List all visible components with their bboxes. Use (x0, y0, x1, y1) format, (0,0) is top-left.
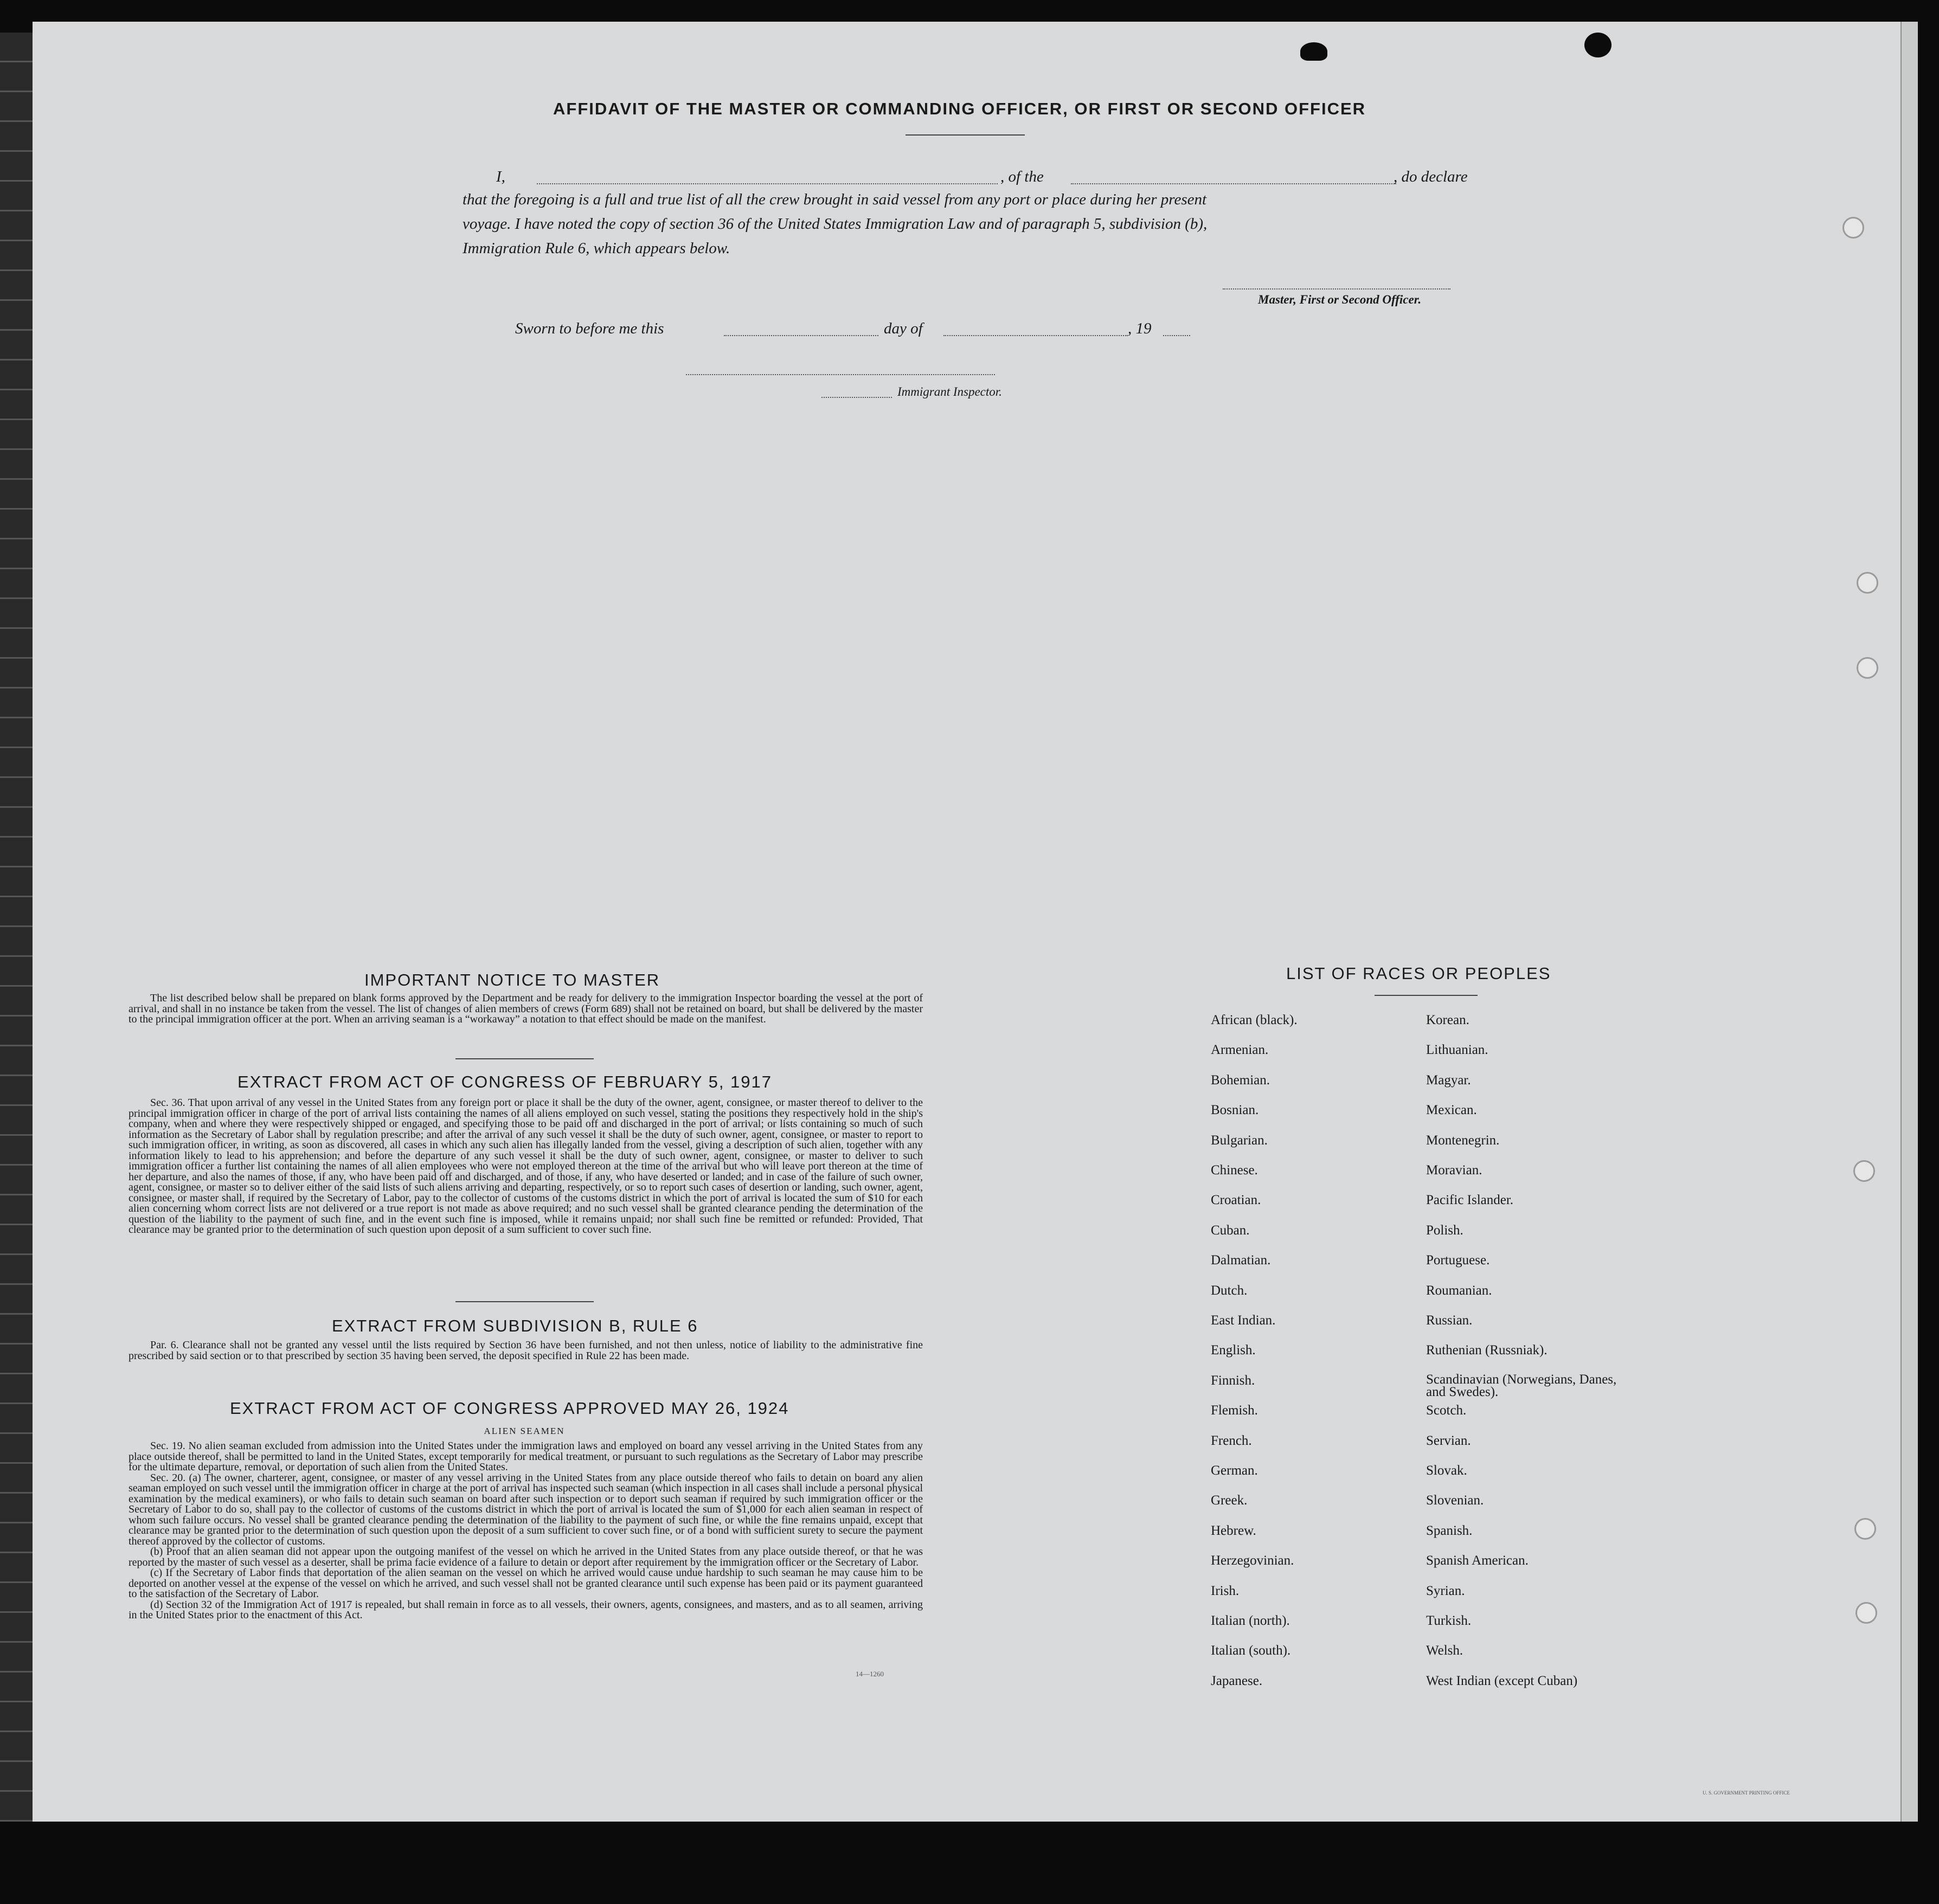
race-item: Croatian. (1211, 1193, 1261, 1208)
form-number: 14—1260 (856, 1670, 884, 1678)
race-item: Slovak. (1426, 1463, 1467, 1478)
race-item: Magyar. (1426, 1072, 1471, 1088)
race-item: West Indian (except Cuban) (1426, 1673, 1578, 1688)
race-item: Korean. (1426, 1013, 1469, 1027)
race-item: Moravian. (1426, 1163, 1482, 1178)
race-item: Scotch. (1426, 1403, 1467, 1418)
race-item: East Indian. (1211, 1313, 1276, 1328)
extract-1924-body (129, 1441, 923, 1621)
race-item: Mexican. (1426, 1103, 1477, 1118)
race-item: Greek. (1211, 1493, 1248, 1508)
race-item: French. (1211, 1433, 1252, 1448)
sworn-year-field[interactable] (1163, 335, 1190, 336)
race-item: Dalmatian. (1211, 1253, 1271, 1268)
race-item: Welsh. (1426, 1643, 1463, 1658)
punch-hole (1857, 657, 1878, 679)
race-item: Italian (south). (1211, 1643, 1291, 1658)
affidavit-line-3: voyage. I have noted the copy of section 36 of the United States Immigration Law and of paragraph 5, subdivision (b), (463, 215, 1208, 233)
race-item: German. (1211, 1463, 1258, 1478)
race-item: Syrian. (1426, 1583, 1465, 1598)
affidavit-title: AFFIDAVIT OF THE MASTER OR COMMANDING OFFICER, OR FIRST OR SECOND OFFICER (553, 99, 1366, 118)
race-item: Russian. (1426, 1313, 1473, 1328)
signature-line[interactable] (1223, 288, 1450, 290)
race-item: Lithuanian. (1426, 1043, 1488, 1058)
vessel-field[interactable] (1071, 183, 1396, 184)
race-item: Herzegovinian. (1211, 1553, 1294, 1568)
race-item: African (black). (1211, 1013, 1298, 1027)
affidavit-i: I, (496, 168, 505, 185)
sworn-month-field[interactable] (943, 335, 1128, 336)
sec-20a-paragraph: Sec. 20. (a) The owner, charterer, agent, consignee, or master of any vessel arriving in the United States from any place outside thereof who fails to detain on board any alien seaman employed on such vessel until the immigration officer in charge at the port of arrival has inspected such seaman (which inspection in all cases shall include a personal physical examination by the medical examiners), or who fails to detain such seaman on board after such inspection or to deport such seaman if required by such immigration officer or the Secretary of Labor to do so, shall pay to the collector of customs of the customs district in which the port of arrival is located the sum of $1,000 for each alien seaman in respect of whom such failure occurs. No vessel shall be granted clearance pending the determination of the liability to the payment of such fine, or while the fine remains unpaid, except that clearance may be granted prior to the determination of such question upon the deposit of a sum sufficient to cover such fine, or of a bond with sufficient surety to secure the payment thereof approved by the collector of customs. (129, 1471, 923, 1547)
race-item: Irish. (1211, 1583, 1240, 1598)
race-item: Bohemian. (1211, 1072, 1270, 1088)
notice-paragraph: The list described below shall be prepared on blank forms approved by the Department and be ready for delivery to the immigration Inspector boarding the vessel at the port of arrival, and shall in no instance be taken from the vessel. The list of changes of alien members of crews (Form 689) shall not be retained on board, but shall be delivered by the master to the principal immigration officer at the port. When an arriving seaman is a “workaway” a notation to that effect should be made on the manifest. (129, 992, 923, 1025)
race-item: Chinese. (1211, 1163, 1258, 1178)
affidavit-line-4: Immigration Rule 6, which appears below. (463, 240, 730, 257)
affidavit-line-2: that the foregoing is a full and true list of all the crew brought in said vessel from any port or place during her present (463, 191, 1207, 208)
punch-hole (1857, 572, 1878, 594)
sworn-day-field[interactable] (724, 335, 878, 336)
sec-20c-paragraph: (c) If the Secretary of Labor finds that deportation of the alien seaman on the vessel on which he arrived would cause undue hardship to such seaman he may cause him to be deported on another vessel at the expense of the vessel on which he arrived, and such vessel shall not be granted clearance until such expense has been paid or its payment guaranteed to the satisfaction of the Secretary of Labor. (129, 1567, 923, 1600)
race-item: Ruthenian (Russniak). (1426, 1343, 1548, 1358)
notice-body (129, 993, 923, 1025)
race-item: Cuban. (1211, 1223, 1250, 1238)
punch-hole (1855, 1602, 1877, 1624)
affidavit-of-the: , of the (1000, 168, 1044, 185)
sec-20b-paragraph: (b) Proof that an alien seaman did not appear upon the outgoing manifest of the vessel on which he arrived in the United States from any place outside thereof, or that he was reported by the master of such vessel as a deserter, shall be prima facie evidence of a failure to detain or deport after requirement by the immigration officer or the Secretary of Labor. (129, 1546, 923, 1568)
race-item: Bosnian. (1211, 1103, 1259, 1118)
race-item: Servian. (1426, 1433, 1471, 1448)
race-item: Roumanian. (1426, 1283, 1492, 1298)
punch-hole (1853, 1160, 1875, 1182)
race-item: Bulgarian. (1211, 1133, 1268, 1148)
extract-1917-title: EXTRACT FROM ACT OF CONGRESS OF FEBRUARY 5, 1917 (237, 1072, 773, 1091)
race-item: Dutch. (1211, 1283, 1248, 1298)
section-36-paragraph: Sec. 36. That upon arrival of any vessel in the United States from any foreign port or place it shall be the duty of the owner, agent, consignee, or master thereof to deliver to the principal immigration officer in charge of the port of arrival lists containing the names of all aliens employed on such vessel, stating the positions they respectively hold in the ship's company, when and where they were respectively shipped or engaged, and specifying those to be paid off and discharged in the port of arrival; or lists containing so much of such information as the Secretary of Labor shall by regulation prescribe; and after the arrival of any such vessel it shall be the duty of such owner, agent, consignee, or master to report to such immigration officer, in writing, as soon as discovered, all cases in which any such alien has illegally landed from the vessel, giving a description of such alien, together with any information likely to lead to his apprehension; and before the departure of any such vessel it shall be the duty of such owner, agent, consignee, or master to deliver to such immigration officer a further list containing the names of all alien employees who were not employed thereon at the time of the arrival but who will leave port thereon at the time of her departure, and also the names of those, if any, who have been paid off and discharged, and of those, if any, who have deserted or landed; and in case of the failure of such owner, agent, consignee, or master so to deliver either of the said lists of such aliens arriving and departing, respectively, or so to report such cases of desertion or landing, such owner, agent, consignee, or master shall, if required by the Secretary of Labor, pay to the collector of customs of the customs district in which the port of arrival is located the sum of $10 for each alien concerning whom correct lists are not delivered or a true report is not made as above required; and no such vessel shall be granted clearance pending the determination of the question of the liability to the payment of such fine, and in the event such fine is imposed, while it remains unpaid; nor shall such fine be remitted or refunded: Provided, That clearance may be granted prior to the determination of such question upon deposit of a sum sufficient to cover such fine. (129, 1097, 923, 1236)
punch-hole (1842, 217, 1864, 239)
extract-1917-body (129, 1098, 923, 1236)
sec-19-paragraph: Sec. 19. No alien seaman excluded from admission into the United States under the immigration laws and employed on board any vessel arriving in the United States from any place outside thereof, shall be permitted to land in the United States, except temporarily for medical treatment, or pursuant to such regulations as the Secretary of Labor may prescribe for the ultimate departure, removal, or deportation of such alien from the United States. (129, 1440, 923, 1473)
races-title-rule (1375, 995, 1478, 996)
inspector-label: Immigrant Inspector. (897, 385, 1002, 398)
race-item: English. (1211, 1343, 1256, 1358)
scan-background (0, 1822, 1939, 1904)
race-item: Armenian. (1211, 1043, 1269, 1058)
race-item: Turkish. (1426, 1613, 1472, 1628)
alien-seamen-subtitle: ALIEN SEAMEN (484, 1426, 565, 1436)
signature-label: Master, First or Second Officer. (1258, 293, 1422, 306)
extract-1924-title: EXTRACT FROM ACT OF CONGRESS APPROVED MAY 26, 1924 (230, 1399, 789, 1418)
race-item: Finnish. (1211, 1373, 1255, 1388)
race-item: Portuguese. (1426, 1253, 1490, 1268)
underlying-page-edge (1901, 22, 1918, 1822)
race-item: Pacific Islander. (1426, 1193, 1514, 1208)
title-rule (906, 134, 1025, 136)
inspector-short-line (821, 397, 892, 398)
race-item: Scandinavian (Norwegians, Danes, and Swedes). (1426, 1372, 1617, 1399)
par-6-paragraph: Par. 6. Clearance shall not be granted any vessel until the lists required by Section 36 have been furnished, and not then unless, notice of liability to the administrative fine prescribed by said section or to that prescribed by section 35 having been served, the deposit specified in Rule 22 has been made. (129, 1339, 923, 1362)
race-item: Flemish. (1211, 1403, 1258, 1418)
inspector-signature-line[interactable] (686, 374, 995, 375)
race-item: Italian (north). (1211, 1613, 1290, 1628)
sec-20d-paragraph: (d) Section 32 of the Immigration Act of 1917 is repealed, but shall remain in force as to all vessels, their owners, agents, consignees, and masters, and as to all seamen, arriving in the United States prior to the enactment of this Act. (129, 1598, 923, 1621)
section-rule (455, 1058, 594, 1059)
adjacent-page-strip (0, 33, 33, 1822)
year-text: , 19 (1128, 320, 1152, 337)
race-item: Spanish. (1426, 1523, 1473, 1538)
race-item: Montenegrin. (1426, 1133, 1500, 1148)
race-item: Japanese. (1211, 1673, 1263, 1688)
race-item: Slovenian. (1426, 1493, 1484, 1508)
race-item: Hebrew. (1211, 1523, 1256, 1538)
section-rule (455, 1301, 594, 1302)
printer-mark: U. S. GOVERNMENT PRINTING OFFICE (1703, 1790, 1790, 1796)
name-field[interactable] (537, 183, 998, 184)
sworn-text: Sworn to before me this (515, 320, 664, 337)
punch-hole (1854, 1518, 1876, 1540)
races-title: LIST OF RACES OR PEOPLES (1286, 964, 1551, 983)
race-item: Polish. (1426, 1223, 1463, 1238)
affidavit-declare: , do declare (1394, 168, 1468, 185)
punch-hole (1584, 33, 1611, 57)
notice-title: IMPORTANT NOTICE TO MASTER (364, 970, 660, 989)
day-of-text: day of (884, 320, 923, 337)
race-item: Spanish American. (1426, 1553, 1529, 1568)
punch-hole (1300, 42, 1327, 61)
extract-rule-6-title: EXTRACT FROM SUBDIVISION B, RULE 6 (332, 1316, 698, 1335)
extract-rule-6-body (129, 1340, 923, 1361)
